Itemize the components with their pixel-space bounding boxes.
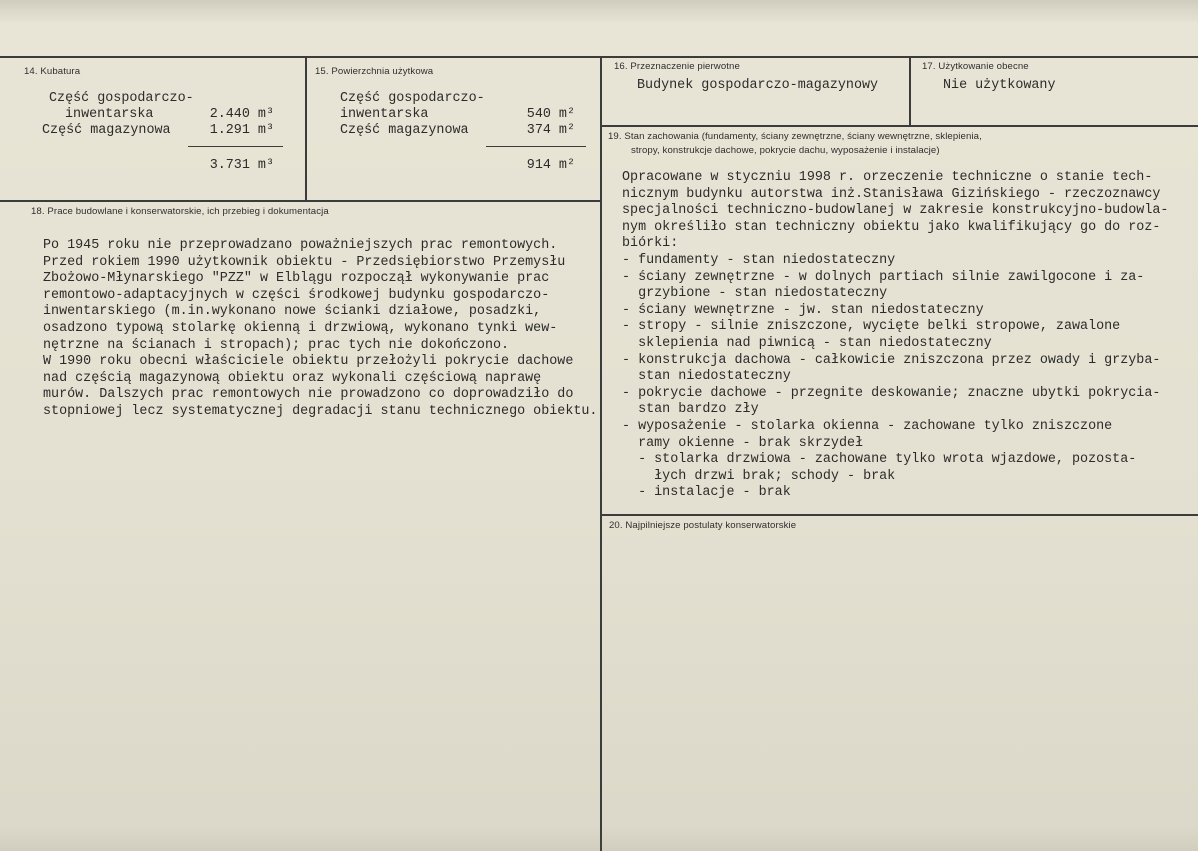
stan-line: - fundamenty - stan niedostateczny (622, 253, 896, 268)
prace-line: Zbożowo-Młynarskiego "PZZ" w Elblągu rozpoczął wykonywanie prac (43, 271, 550, 287)
stan-line: - stropy - silnie zniszczone, wycięte belki stropowe, zawalone (622, 319, 1121, 335)
kubatura-total: 3.731 m³ (209, 158, 274, 173)
top-border (0, 56, 1198, 58)
divider-14-15 (305, 56, 307, 200)
prace-line: nad częścią magazynową obiektu oraz wykonali częściową naprawę (43, 370, 542, 386)
stan-line: nicznym budynku autorstwa inż.Stanisława Gizińskiego - rzeczoznawcy (622, 186, 1161, 202)
kubatura-row-label: Część gospodarczo- (49, 91, 194, 106)
stan-line: - stolarka drzwiowa - zachowane tylko wrota wjazdowe, pozosta- (622, 452, 1137, 468)
section-17-label: 17. Użytkowanie obecne (922, 61, 1029, 72)
card-top-edge (0, 0, 1198, 22)
stan-line: - ściany zewnętrzne - w dolnych partiach silnie zawilgocone i za- (622, 269, 1145, 285)
kubatura-row-value: 1.291 m³ (209, 123, 274, 138)
prace-line: Przed rokiem 1990 użytkownik obiektu - Przedsiębiorstwo Przemysłu (43, 254, 566, 270)
kubatura-row-label: Część magazynowa (42, 123, 171, 138)
stan-line: stan niedostateczny (622, 369, 791, 385)
stan-line: grzybione - stan niedostateczny (622, 286, 888, 302)
section-14-label: 14. Kubatura (24, 66, 81, 77)
center-divider (600, 56, 602, 851)
prace-line: remontowo-adaptacyjnych w części środkowej budynku gospodarczo- (43, 287, 550, 303)
powierzchnia-sum-line (486, 146, 586, 147)
divider-19 (602, 125, 1198, 127)
prace-line: stopniowej lecz systematycznej degradacji stanu technicznego obiektu. (43, 404, 598, 419)
stan-line: specjalności techniczno-budowlanej w zakresie konstrukcyjno-budowla- (622, 203, 1169, 219)
powierzchnia-row-label: Część magazynowa (340, 123, 469, 138)
kubatura-row-label: inwentarska (65, 107, 154, 122)
prace-line: murów. Dalszych prac remontowych nie prowadzono co doprowadziło do (43, 387, 574, 403)
card-bottom-shading (0, 826, 1198, 851)
stan-line: sklepienia nad piwnicą - stan niedostateczny (622, 336, 992, 351)
divider-16-17 (909, 56, 911, 125)
stan-line: - pokrycie dachowe - przegnite deskowanie; znaczne ubytki pokrycia- (622, 385, 1161, 401)
section-15-label: 15. Powierzchnia użytkowa (315, 66, 434, 77)
section-19-label-cont: stropy, konstrukcje dachowe, pokrycie dachu, wyposażenie i instalacje) (631, 145, 940, 156)
stan-line: - instalacje - brak (622, 485, 791, 501)
stan-line: nym określiło stan techniczny obiektu jako kwalifikujący go do roz- (622, 219, 1161, 235)
stan-line: Opracowane w styczniu 1998 r. orzeczenie techniczne o stanie tech- (622, 170, 1153, 185)
stan-line: łych drzwi brak; schody - brak (622, 468, 896, 484)
przeznaczenie-value: Budynek gospodarczo-magazynowy (637, 78, 879, 93)
stan-line: ramy okienne - brak skrzydeł (622, 435, 864, 451)
powierzchnia-row-label: inwentarska (340, 107, 429, 122)
prace-line: Po 1945 roku nie przeprowadzano poważniejszych prac remontowych. (43, 238, 558, 253)
divider-18 (0, 200, 602, 202)
powierzchnia-total: 914 m² (526, 158, 575, 173)
prace-line: osadzono typową stolarkę okienną i drzwiową, wykonano tynki wew- (43, 321, 558, 336)
uzytkowanie-value: Nie użytkowany (943, 78, 1056, 93)
kubatura-sum-line (188, 146, 283, 147)
powierzchnia-row-label: Część gospodarczo- (340, 91, 485, 106)
stan-line: stan bardzo zły (622, 402, 759, 418)
prace-line: inwentarskiego (m.in.wykonano nowe ścianki działowe, posadzki, (43, 304, 542, 320)
section-18-label: 18. Prace budowlane i konserwatorskie, ich przebieg i dokumentacja (31, 206, 329, 217)
prace-line: W 1990 roku obecni właściciele obiektu przełożyli pokrycie dachowe (43, 354, 574, 370)
stan-line: biórki: (622, 236, 679, 252)
kubatura-row-value: 2.440 m³ (209, 107, 274, 122)
powierzchnia-row-value: 540 m² (526, 107, 575, 122)
section-19-label: 19. Stan zachowania (fundamenty, ściany zewnętrzne, ściany wewnętrzne, sklepienia, (608, 131, 982, 142)
section-20-label: 20. Najpilniejsze postulaty konserwatorskie (609, 520, 797, 531)
prace-line: nętrzne na ścianach i stropach); prac tych nie dokończono. (43, 337, 510, 353)
stan-line: - wyposażenie - stolarka okienna - zachowane tylko zniszczone (622, 419, 1113, 434)
stan-line: - konstrukcja dachowa - całkowicie zniszczona przez owady i grzyba- (622, 352, 1161, 368)
powierzchnia-row-value: 374 m² (526, 123, 575, 138)
stan-line: - ściany wewnętrzne - jw. stan niedostateczny (622, 302, 984, 318)
divider-20 (602, 514, 1198, 516)
section-16-label: 16. Przeznaczenie pierwotne (614, 61, 740, 72)
